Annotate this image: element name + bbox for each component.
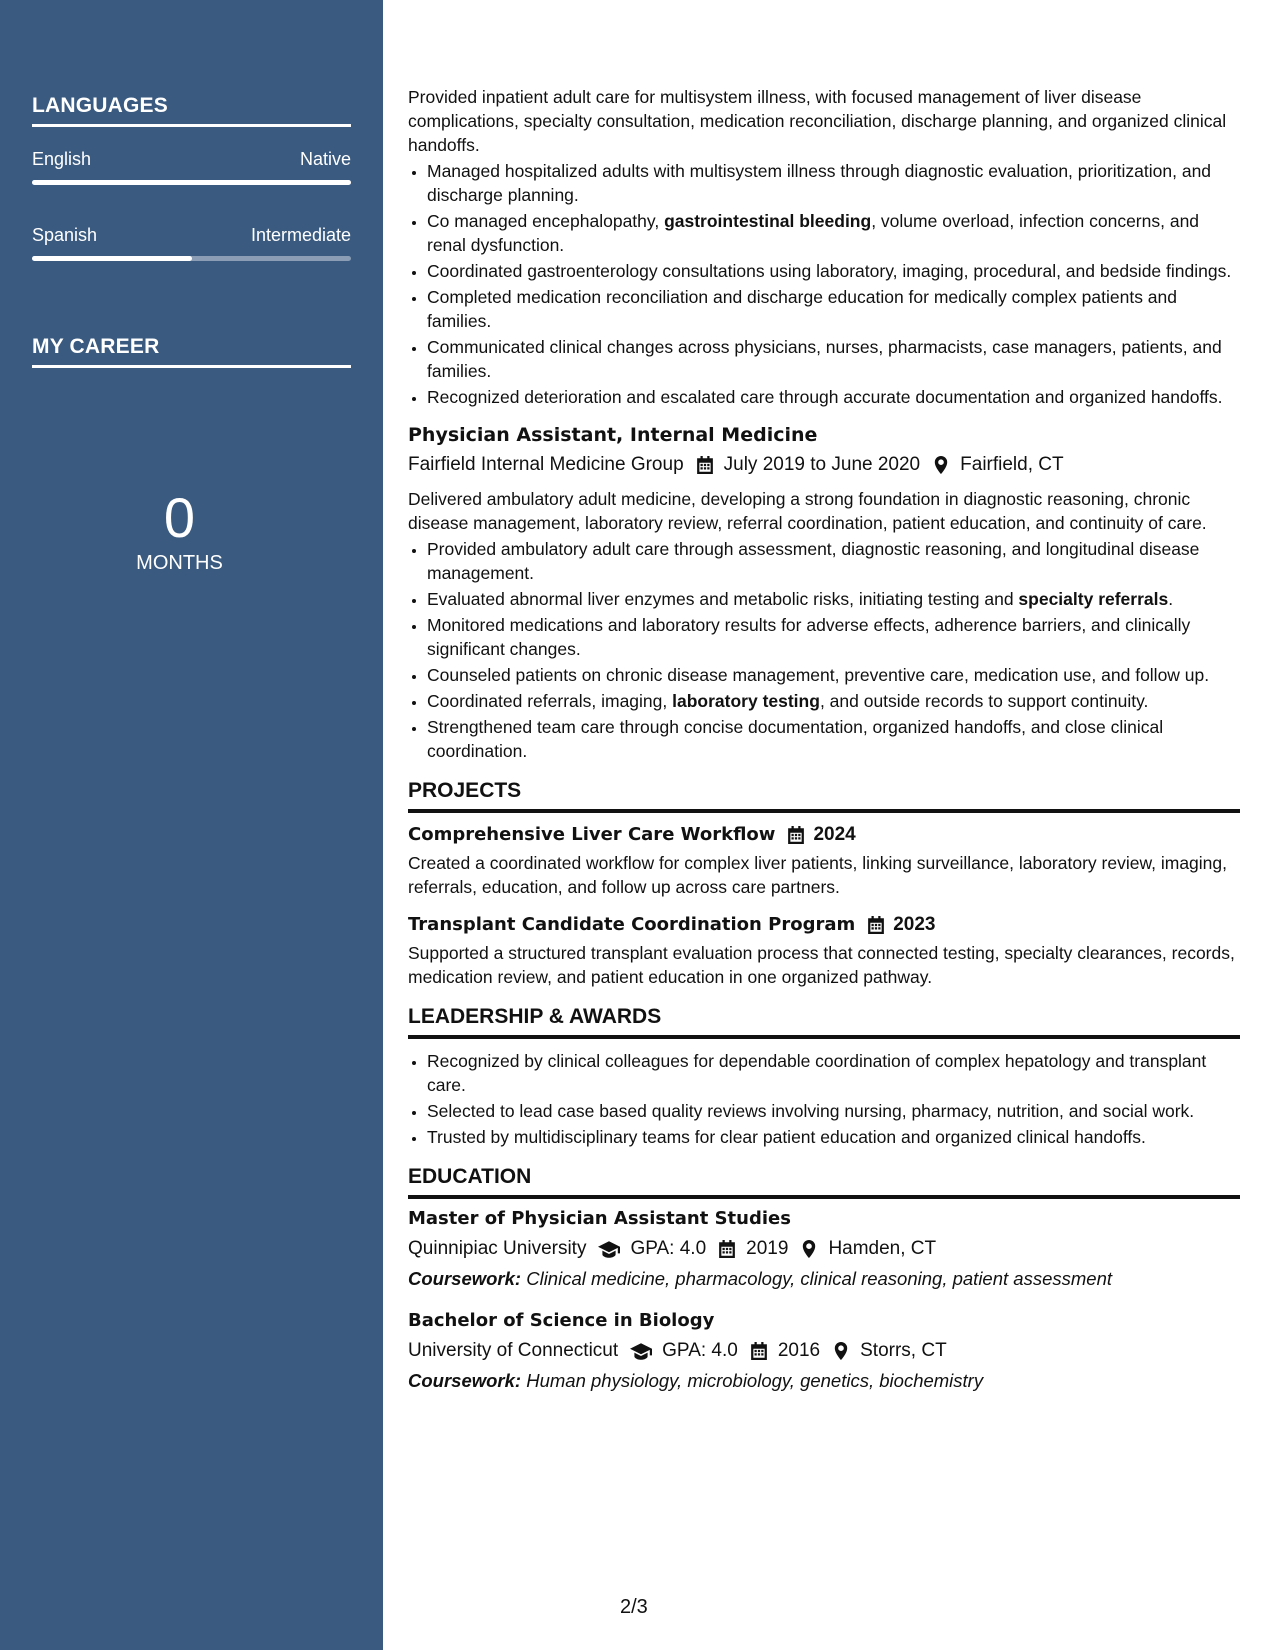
leadership-bullet: • Trusted by multidisciplinary teams for clear patient education and organized clinical handoffs. bbox=[427, 1125, 1240, 1149]
job-bullet: • Coordinated referrals, imaging, laboratory testing, and outside records to support continuity. bbox=[427, 689, 1240, 713]
job-dates: July 2019 to June 2020 bbox=[723, 454, 921, 475]
leadership-bullet: • Recognized by clinical colleagues for dependable coordination of complex hepatology and transplant care. bbox=[427, 1049, 1240, 1097]
project-item bbox=[408, 823, 1240, 899]
graduation-year: 2019 bbox=[746, 1238, 789, 1259]
graduation-cap-icon bbox=[598, 1240, 620, 1258]
location-pin-icon bbox=[800, 1240, 818, 1258]
location-pin-icon bbox=[832, 1342, 850, 1360]
language-level: Native bbox=[299, 149, 351, 169]
job-bullet: • Completed medication reconciliation and discharge education for medically complex patients and families. bbox=[427, 285, 1240, 333]
coursework-label: Coursework: bbox=[408, 1370, 522, 1391]
job-bullet: • Evaluated abnormal liver enzymes and metabolic risks, initiating testing and specialty referrals. bbox=[427, 587, 1240, 611]
coursework bbox=[408, 1369, 1240, 1393]
experience-entry bbox=[408, 85, 1240, 409]
gpa: GPA: 4.0 bbox=[630, 1238, 707, 1259]
language-level: Intermediate bbox=[250, 225, 351, 245]
calendar-icon bbox=[750, 1342, 768, 1360]
job-bullet: • Provided ambulatory adult care through assessment, diagnostic reasoning, and longitudinal disease management. bbox=[427, 537, 1240, 585]
leadership-heading: LEADERSHIP & AWARDS bbox=[408, 1005, 1240, 1039]
project-year: 2024 bbox=[813, 824, 856, 845]
gpa: GPA: 4.0 bbox=[662, 1340, 738, 1361]
calendar-icon bbox=[787, 826, 805, 844]
education-item bbox=[408, 1309, 1240, 1393]
school-location: Storrs, CT bbox=[860, 1340, 947, 1361]
page-number: 2/3 bbox=[620, 1596, 648, 1618]
job-bullet: • Monitored medications and laboratory results for adverse effects, adherence barriers, and clinically significant changes. bbox=[427, 613, 1240, 661]
career-value: 0 bbox=[163, 486, 196, 549]
graduation-year: 2016 bbox=[777, 1340, 821, 1361]
language-proficiency-bar bbox=[32, 180, 351, 185]
education-item bbox=[408, 1207, 1240, 1291]
job-bullets bbox=[408, 537, 1240, 763]
language-proficiency-fill bbox=[32, 256, 192, 261]
school-name: University of Connecticut bbox=[408, 1340, 619, 1361]
experience-entry bbox=[408, 423, 1240, 763]
calendar-icon bbox=[696, 456, 714, 474]
job-summary: Delivered ambulatory adult medicine, developing a strong foundation in diagnostic reasoning, chronic disease management, laboratory review, referral coordination, patient education, and continuity of care. bbox=[408, 489, 1207, 533]
coursework bbox=[408, 1267, 1240, 1291]
leadership-section bbox=[408, 1005, 1240, 1149]
project-description: Supported a structured transplant evaluation process that connected testing, specialty clearances, records, medication review, and patient education in one organized pathway. bbox=[408, 943, 1235, 987]
language-proficiency-bar bbox=[32, 256, 351, 261]
job-bullet: • Coordinated gastroenterology consultations using laboratory, imaging, procedural, and bedside findings. bbox=[427, 259, 1240, 283]
job-summary: Provided inpatient adult care for multisystem illness, with focused management of liver disease complications, specialty consultation, medication reconciliation, discharge planning, and organized clinical handoffs. bbox=[408, 87, 1227, 155]
language-proficiency-fill bbox=[32, 180, 351, 185]
language-name: Spanish bbox=[32, 225, 98, 245]
career-section bbox=[32, 335, 351, 368]
degree-title: Bachelor of Science in Biology bbox=[408, 1310, 715, 1331]
calendar-icon bbox=[867, 916, 885, 934]
job-bullet: • Managed hospitalized adults with multisystem illness through diagnostic evaluation, prioritization, and discharge planning. bbox=[427, 159, 1240, 207]
career-unit: MONTHS bbox=[136, 552, 223, 574]
job-location: Fairfield, CT bbox=[960, 454, 1064, 475]
languages-heading: LANGUAGES bbox=[32, 94, 351, 127]
location-pin-icon bbox=[932, 456, 950, 474]
degree-title: Master of Physician Assistant Studies bbox=[408, 1208, 791, 1229]
education-section bbox=[408, 1165, 1240, 1393]
leadership-bullet: • Selected to lead case based quality reviews involving nursing, pharmacy, nutrition, and social work. bbox=[427, 1099, 1240, 1123]
career-counter bbox=[0, 488, 359, 575]
sidebar bbox=[0, 0, 383, 1650]
job-bullet: • Co managed encephalopathy, gastrointestinal bleeding, volume overload, infection concerns, and renal dysfunction. bbox=[427, 209, 1240, 257]
career-heading: MY CAREER bbox=[32, 335, 351, 368]
project-title: Transplant Candidate Coordination Program bbox=[408, 914, 856, 935]
project-year: 2023 bbox=[893, 914, 936, 935]
calendar-icon bbox=[718, 1240, 736, 1258]
job-title: Physician Assistant, Internal Medicine bbox=[408, 424, 818, 446]
language-item bbox=[32, 149, 351, 185]
job-bullet: • Communicated clinical changes across physicians, nurses, pharmacists, case managers, patients, and families. bbox=[427, 335, 1240, 383]
school-name: Quinnipiac University bbox=[408, 1238, 587, 1259]
projects-section bbox=[408, 779, 1240, 989]
languages-section bbox=[32, 94, 351, 261]
job-bullets bbox=[408, 159, 1240, 409]
main-content bbox=[408, 85, 1240, 1393]
projects-heading: PROJECTS bbox=[408, 779, 1240, 813]
language-item bbox=[32, 225, 351, 261]
leadership-bullets bbox=[408, 1049, 1240, 1149]
project-item bbox=[408, 913, 1240, 989]
graduation-cap-icon bbox=[630, 1342, 652, 1360]
project-title: Comprehensive Liver Care Workflow bbox=[408, 824, 776, 845]
language-name: English bbox=[32, 149, 92, 169]
project-description: Created a coordinated workflow for complex liver patients, linking surveillance, laboratory review, imaging, referrals, education, and follow up across care partners. bbox=[408, 853, 1227, 897]
job-bullet: • Recognized deterioration and escalated care through accurate documentation and organized handoffs. bbox=[427, 385, 1240, 409]
education-heading: EDUCATION bbox=[408, 1165, 1240, 1199]
coursework-text: Human physiology, microbiology, genetics, biochemistry bbox=[526, 1370, 984, 1391]
coursework-text: Clinical medicine, pharmacology, clinical reasoning, patient assessment bbox=[526, 1268, 1112, 1289]
job-bullet: • Counseled patients on chronic disease management, preventive care, medication use, and follow up. bbox=[427, 663, 1240, 687]
coursework-label: Coursework: bbox=[408, 1268, 522, 1289]
school-location: Hamden, CT bbox=[828, 1238, 937, 1259]
job-bullet: • Strengthened team care through concise documentation, organized handoffs, and close clinical coordination. bbox=[427, 715, 1240, 763]
employer-name: Fairfield Internal Medicine Group bbox=[408, 454, 684, 475]
job-meta bbox=[408, 453, 1240, 477]
